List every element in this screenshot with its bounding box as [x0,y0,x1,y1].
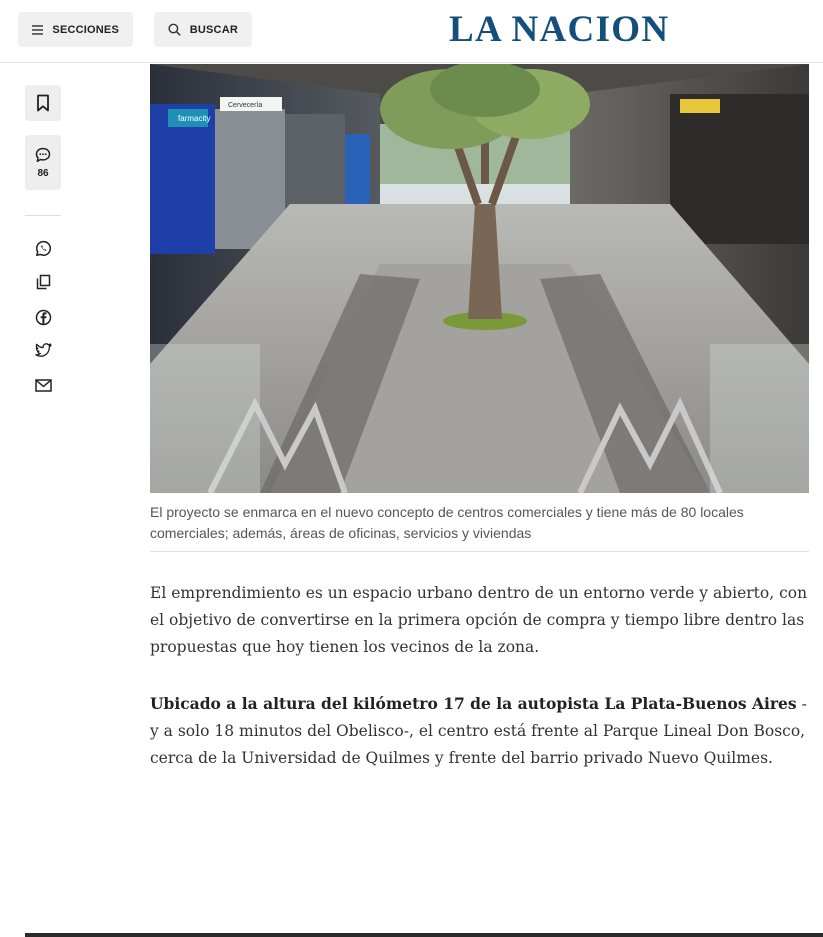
caption-divider [150,551,809,552]
photo-sign-farmacity: farmacity [178,114,211,123]
share-facebook-button[interactable] [31,305,55,329]
share-email-button[interactable] [31,373,55,397]
rail-divider [25,215,61,216]
comments-count: 86 [37,167,49,179]
share-whatsapp-button[interactable] [31,236,55,260]
article-paragraph-1: El emprendimiento es un espacio urbano dentro de un entorno verde y abierto, con el objetivo de convertirse en la primera opción de compra y tiempo libre dentro las propuestas que hoy tienen los vecinos de la zona. [150,584,808,656]
article-paragraph-2-body: -y a solo 18 minutos del Obelisco-, el centro está frente al Parque Lineal Don Bosco, cerca de la Universidad de Quilmes y frente del barrio privado Nuevo Quilmes. [150,695,807,767]
menu-icon [32,25,43,35]
bookmark-icon [36,94,50,112]
photo-sign-cerveceria: Cervecería [228,102,263,109]
site-logo[interactable]: LA NACION [449,9,670,50]
article-action-rail [0,63,85,937]
whatsapp-icon [35,240,52,257]
search-button[interactable] [154,12,252,47]
copy-link-icon [36,274,51,290]
twitter-icon [35,343,52,358]
sections-label: SECCIONES [52,23,119,36]
photo-caption: El proyecto se enmarca en el nuevo concepto de centros comerciales y tiene más de 80 locales comerciales; además, áreas de oficinas, servicios y viviendas [150,504,744,541]
email-icon [35,379,52,392]
article-paragraph-2-lead: Ubicado a la altura del kilómetro 17 de la autopista La Plata-Buenos Aires [150,694,797,713]
sections-button[interactable] [18,12,133,47]
article-paragraph-2 [150,690,810,772]
facebook-icon [35,309,52,326]
bottom-bar [25,933,823,937]
search-icon [168,23,181,36]
site-header [0,0,823,63]
search-label: BUSCAR [189,23,238,36]
article-photo [150,64,809,493]
comment-icon [35,147,51,163]
comments-button[interactable] [25,135,61,190]
share-twitter-button[interactable] [31,338,55,362]
copy-link-button[interactable] [31,270,55,294]
save-button[interactable] [25,85,61,121]
